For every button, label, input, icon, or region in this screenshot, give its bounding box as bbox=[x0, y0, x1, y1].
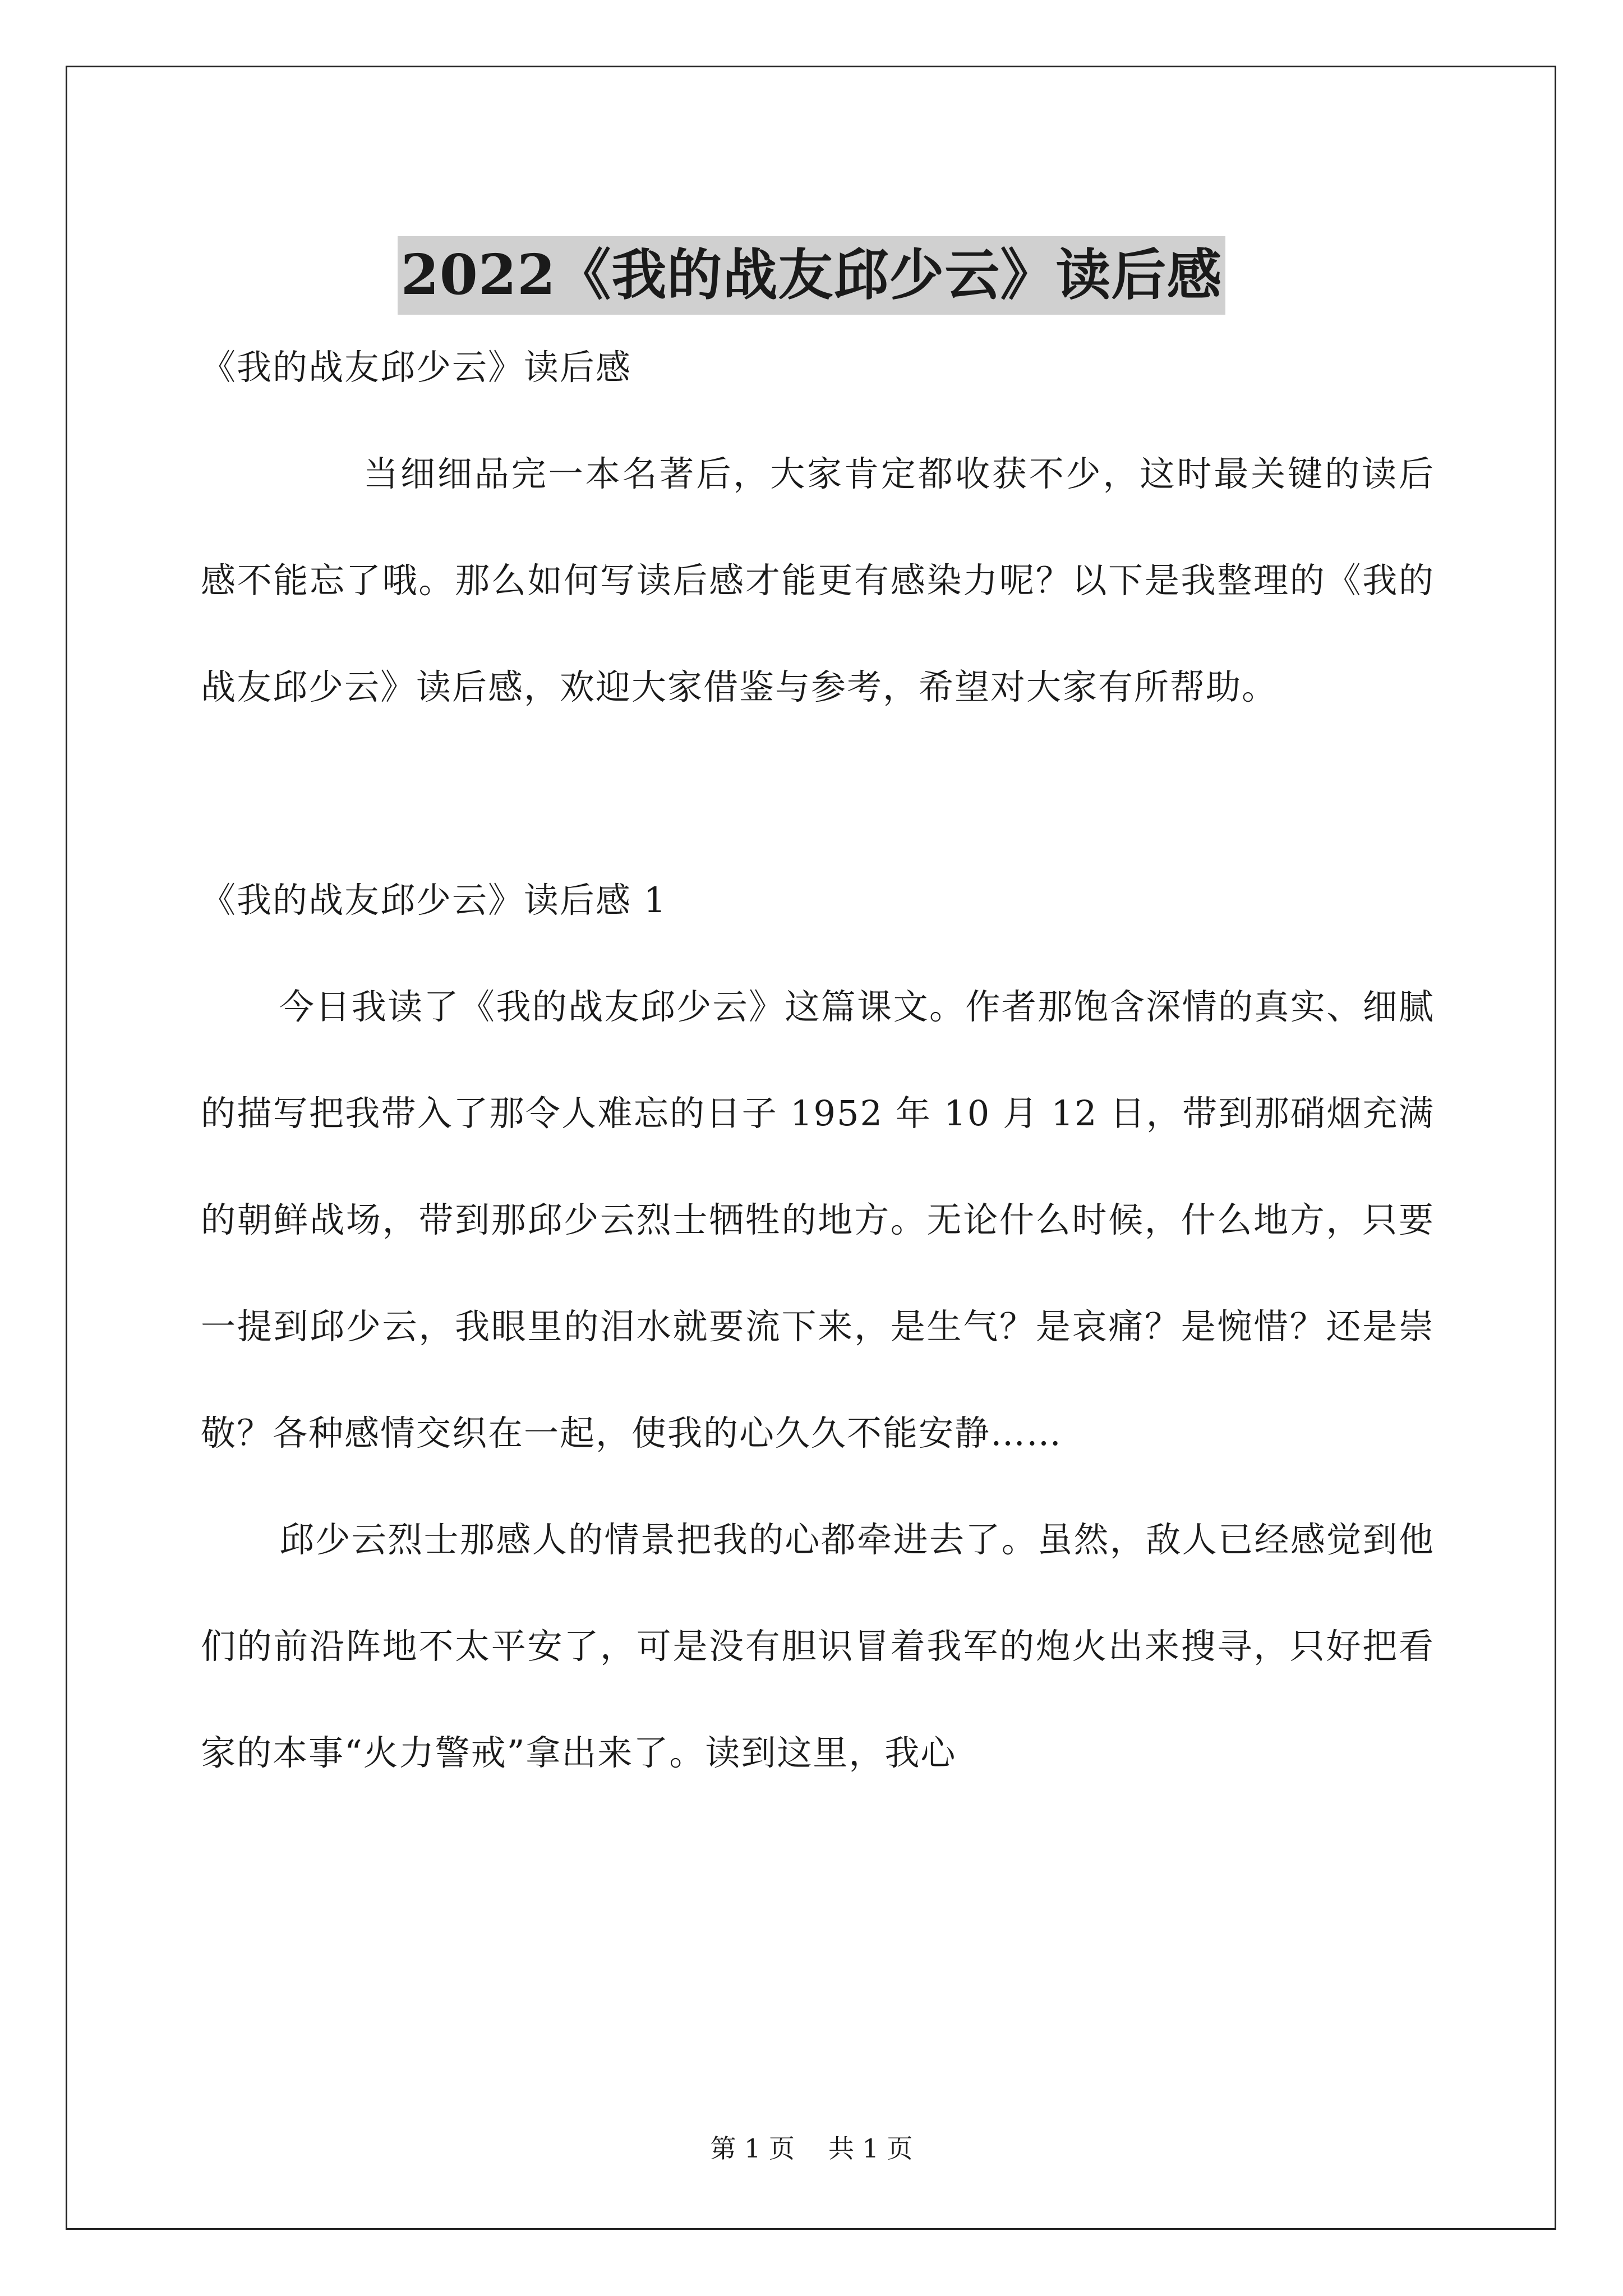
intro-paragraph: 当细细品完一本名著后，大家肯定都收获不少，这时最关键的读后感不能忘了哦。那么如何写读后感才能更有感染力呢？以下是我整理的《我的战友邱少云》读后感，欢迎大家借鉴与参考，希望对大家有所帮助。 bbox=[201, 453, 1435, 707]
section1-paragraph-2: 邱少云烈士那感人的情景把我的心都牵进去了。虽然，敌人已经感觉到他们的前沿阵地不太平安了，可是没有胆识冒着我军的炮火出来搜寻，只好把看家的本事“火力警戒”拿出来了。读到这里，我心 bbox=[201, 1519, 1435, 1773]
section-spacer bbox=[201, 740, 1435, 847]
section1-paragraph-1: 今日我读了《我的战友邱少云》这篇课文。作者那饱含深情的真实、细腻的描写把我带入了那令人难忘的日子 1952 年 10 月 12 日，带到那硝烟充满的朝鲜战场，带到那邱少云烈士牺牲的地方。无论什么时候，什么地方，只要一提到邱少云，我眼里的泪水就要流下来，是生气？是哀痛？是惋惜？还是崇敬？各种感情交织在一起，使我的心久久不能安静…… bbox=[201, 986, 1435, 1453]
page-number: 第 1 页 bbox=[710, 2133, 795, 2164]
intro-heading: 《我的战友邱少云》读后感 bbox=[201, 347, 632, 388]
document-body bbox=[201, 314, 1435, 1806]
document-title: 2022《我的战友邱少云》读后感 bbox=[398, 236, 1226, 315]
page-total: 共 1 页 bbox=[828, 2133, 913, 2164]
page-footer bbox=[0, 2132, 1623, 2165]
section1-heading: 《我的战友邱少云》读后感 1 bbox=[201, 880, 667, 921]
